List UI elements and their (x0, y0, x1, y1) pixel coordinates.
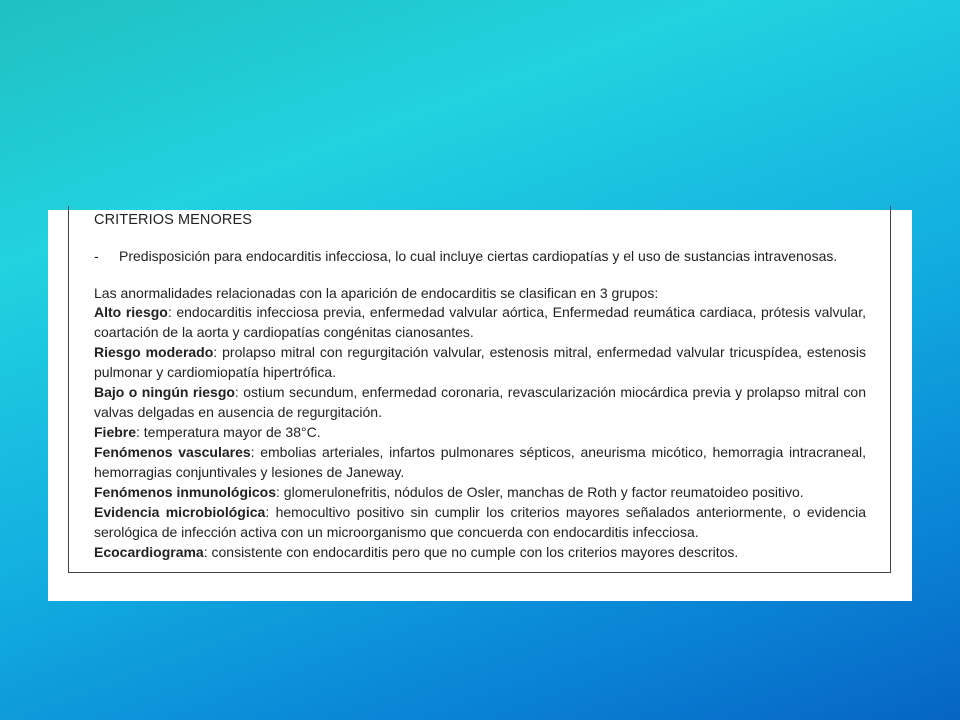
group-label: Alto riesgo (94, 304, 168, 320)
bullet-text: Predisposición para endocarditis infecciosa, lo cual incluye ciertas cardiopatías y el uso de sustancias intravenosas. (119, 248, 838, 264)
intro-text: Las anormalidades relacionadas con la aparición de endocarditis se clasifican en 3 grupos: (94, 285, 659, 301)
group-text: : temperatura mayor de 38°C. (136, 424, 321, 440)
group-text: : glomerulonefritis, nódulos de Osler, manchas de Roth y factor reumatoideo positivo. (276, 484, 804, 500)
group-label: Riesgo moderado (94, 344, 214, 360)
risk-groups-list (94, 302, 866, 562)
group-label: Evidencia microbiológica (94, 504, 266, 520)
group-bajo-riesgo (94, 382, 866, 422)
group-fenomenos-inmunologicos (94, 482, 866, 502)
group-evidencia-microbiologica (94, 502, 866, 542)
criteria-box (68, 206, 891, 573)
group-ecocardiograma (94, 542, 866, 562)
bullet-marker: - (94, 248, 99, 264)
document-image (48, 210, 912, 601)
group-label: Bajo o ningún riesgo (94, 384, 235, 400)
group-text: : endocarditis infecciosa previa, enfermedad valvular aórtica, Enfermedad reumática cardiaca, prótesis valvular, coartación de la aorta y cardiopatías congénitas cianosantes. (94, 304, 866, 340)
group-alto-riesgo (94, 302, 866, 342)
group-riesgo-moderado (94, 342, 866, 382)
group-text: : embolias arteriales, infartos pulmonares sépticos, aneurisma micótico, hemorragia intracraneal, hemorragias conjuntivales y lesiones de Janeway. (94, 444, 866, 480)
bullet-item (94, 248, 837, 264)
group-text: : prolapso mitral con regurgitación valvular, estenosis mitral, enfermedad valvular tricuspídea, estenosis pulmonar y cardiomiopatía hipertrófica. (94, 344, 866, 380)
group-label: Fiebre (94, 424, 137, 440)
group-label: Fenómenos vasculares (94, 444, 251, 460)
group-fenomenos-vasculares (94, 442, 866, 482)
group-text: : hemocultivo positivo sin cumplir los criterios mayores señalados anteriormente, o evidencia serológica de infección activa con un microorganismo que concuerda con endocarditis infecciosa. (94, 504, 867, 540)
group-text: : consistente con endocarditis pero que no cumple con los criterios mayores descritos. (203, 544, 739, 560)
group-label: Ecocardiograma (94, 544, 204, 560)
group-fiebre (94, 422, 866, 442)
group-label: Fenómenos inmunológicos (94, 484, 277, 500)
section-heading: CRITERIOS MENORES (94, 212, 252, 228)
group-text: : ostium secundum, enfermedad coronaria, revascularización miocárdica previa y prolapso mitral con valvas delgadas en ausencia de regurgitación. (94, 384, 866, 420)
